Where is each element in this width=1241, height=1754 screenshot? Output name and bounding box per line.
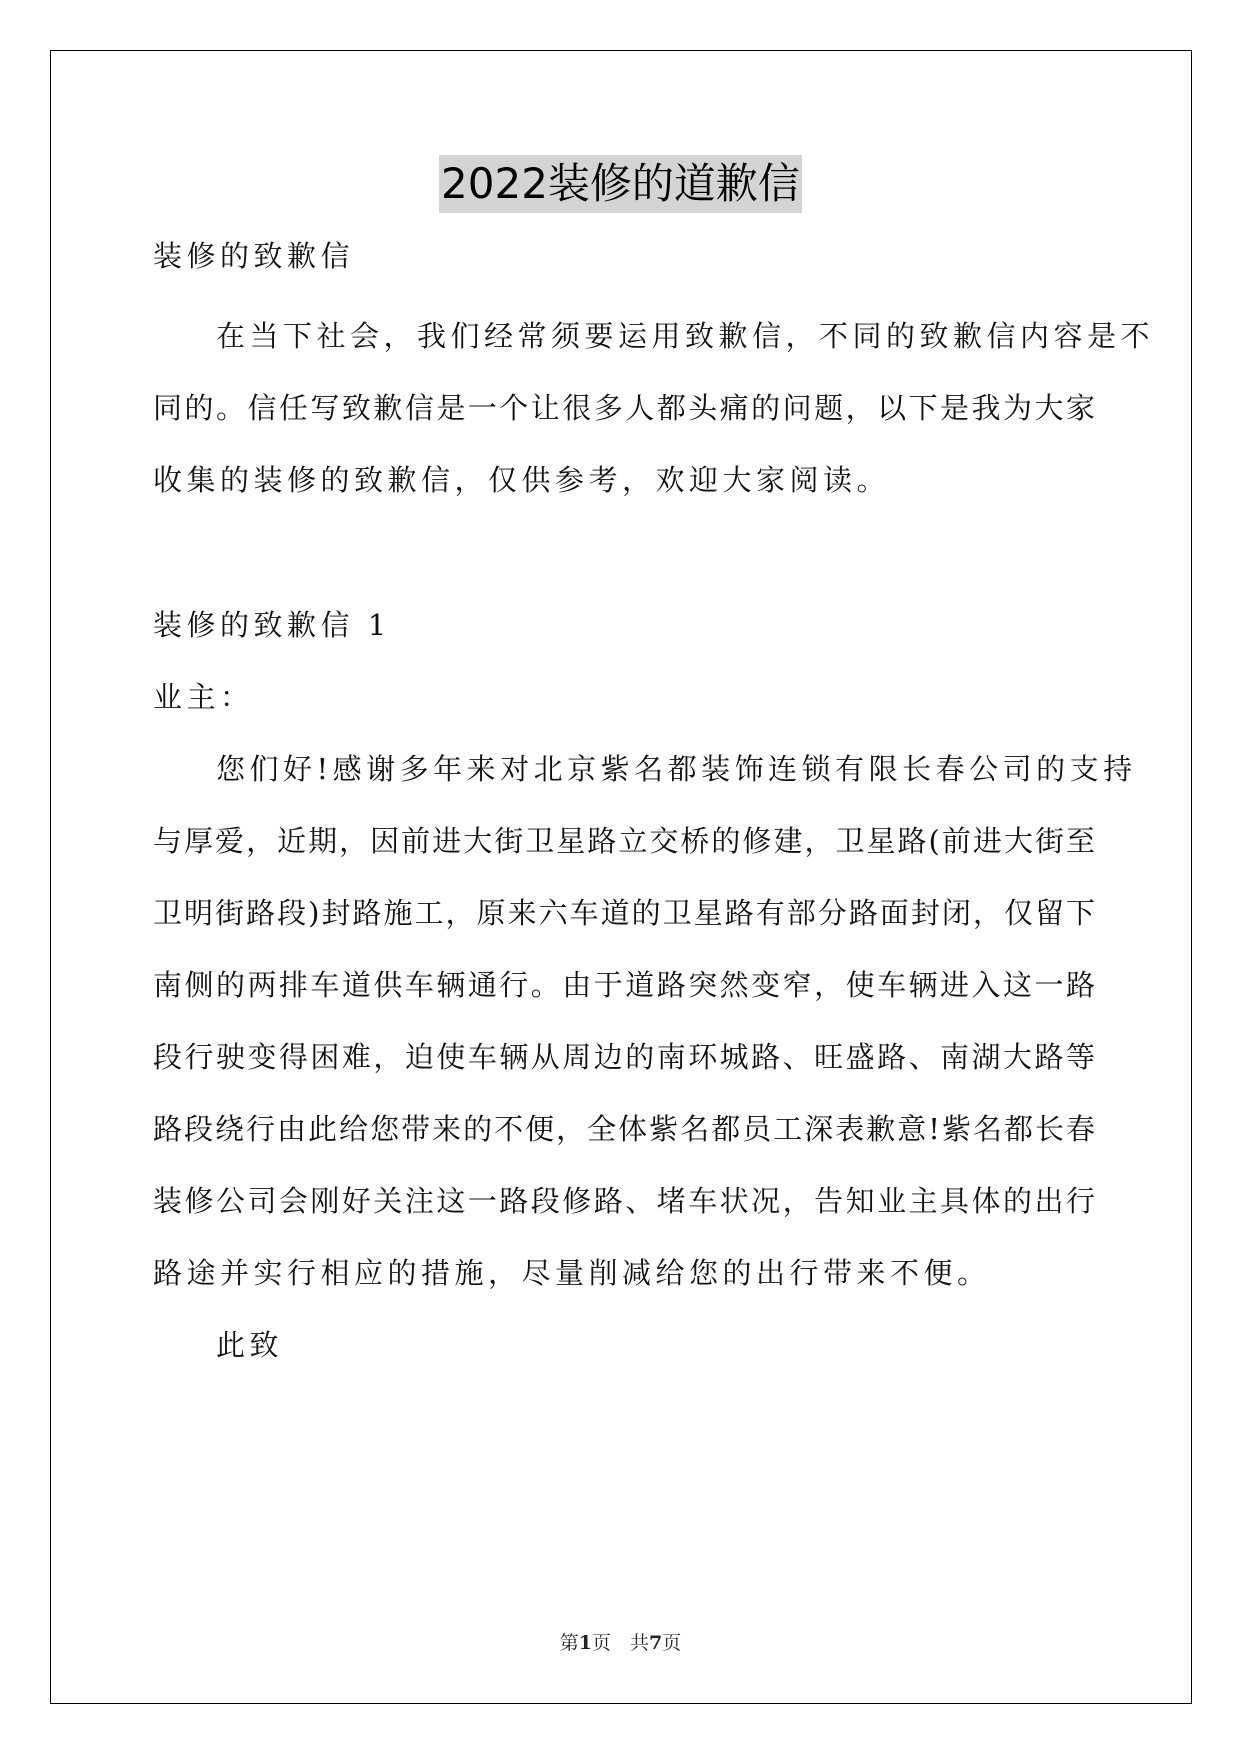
document-title: 2022装修的道歉信 — [439, 155, 802, 213]
section-heading: 装修的致歉信 1 — [153, 608, 391, 642]
page-suffix: 页 — [662, 1632, 682, 1654]
body-line: 装修公司会刚好关注这一路段修路、堵车状况，告知业主具体的出行 — [153, 1184, 1095, 1218]
body-line: 卫明街路段)封路施工，原来六车道的卫星路有部分路面封闭，仅留下 — [153, 896, 1095, 930]
page-prefix: 第 — [559, 1632, 579, 1654]
body-line: 与厚爱，近期，因前进大街卫星路立交桥的修建，卫星路(前进大街至 — [153, 824, 1095, 858]
intro-line: 同的。信任写致歉信是一个让很多人都头痛的问题，以下是我为大家 — [153, 391, 1095, 425]
body-line: 路段绕行由此给您带来的不便，全体紫名都员工深表歉意!紫名都长春 — [153, 1112, 1095, 1146]
intro-line: 收集的装修的致歉信，仅供参考，欢迎大家阅读。 — [153, 463, 891, 497]
page-border — [50, 50, 1192, 1704]
intro-line: 在当下社会，我们经常须要运用致歉信，不同的致歉信内容是不 — [216, 319, 1155, 353]
subtitle: 装修的致歉信 — [153, 239, 355, 273]
page-footer — [0, 1628, 1241, 1655]
closing: 此致 — [216, 1328, 284, 1362]
body-line: 南侧的两排车道供车辆通行。由于道路突然变窄，使车辆进入这一路 — [153, 968, 1095, 1002]
body-line: 段行驶变得困难，迫使车辆从周边的南环城路、旺盛路、南湖大路等 — [153, 1040, 1095, 1074]
body-line: 您们好!感谢多年来对北京紫名都装饰连锁有限长春公司的支持 — [216, 752, 1137, 786]
page-total: 7 — [649, 1632, 663, 1654]
page-current: 1 — [578, 1632, 592, 1654]
title-container — [0, 155, 1241, 213]
body-line: 路途并实行相应的措施，尽量削减给您的出行带来不便。 — [153, 1256, 991, 1290]
salutation: 业主： — [153, 680, 254, 714]
page-mid: 页 共 — [591, 1632, 649, 1654]
